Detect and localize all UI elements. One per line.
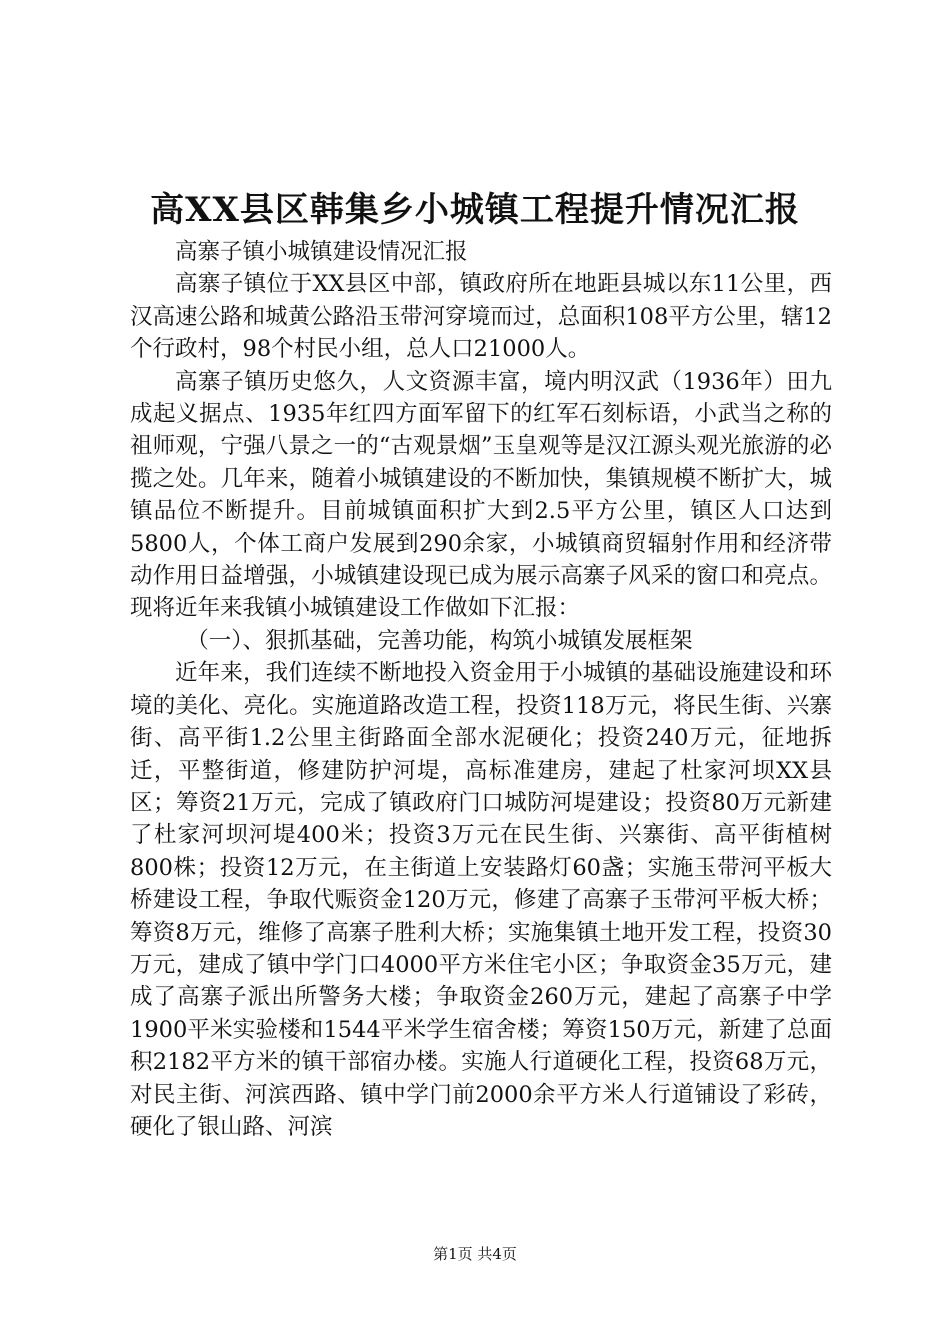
section-heading: （一）、狠抓基础，完善功能，构筑小城镇发展框架 [186,627,693,654]
page-number-footer: 第1页 共4页 [433,1245,517,1263]
paragraph-location: 高寨子镇位于XX县区中部，镇政府所在地距县城以东11公里，西汉高速公路和城黄公路沿玉带河穿境而过，总面积108平方公里，辖12个行政村，98个村民小组，总人口21000人。 [130,271,832,363]
paragraph-history: 高寨子镇历史悠久，人文资源丰富，境内明汉武（1936年）田九成起义据点、1935年红四方面军留下的红军石刻标语，小武当之称的祖师观，宁强八景之一的“古观景烟”玉皇观等是汉江源头观光旅游的必揽之处。几年来，随着小城镇建设的不断加快，集镇规模不断扩大，城镇品位不断提升。目前城镇面积扩大到2.5平方公里，镇区人口达到5800人，个体工商户发展到290余家，小城镇商贸辐射作用和经济带动作用日益增强，小城镇建设现已成为展示高寨子风采的窗口和亮点。现将近年来我镇小城镇建设工作做如下汇报： [130,368,832,622]
document-body [130,236,832,1143]
document-title: 高XX县区韩集乡小城镇工程提升情况汇报 [150,190,800,230]
paragraph-infrastructure: 近年来，我们连续不断地投入资金用于小城镇的基础设施建设和环境的美化、亮化。实施道路改造工程，投资118万元，将民生街、兴寨街、高平街1.2公里主街路面全部水泥硬化；投资240万元，征地拆迁，平整街道，修建防护河堤，高标准建房，建起了杜家河坝XX县区；筹资21万元，完成了镇政府门口城防河堤建设；投资80万元新建了杜家河坝河堤400米；投资3万元在民生街、兴寨街、高平街植树800株；投资12万元，在主街道上安装路灯60盏；实施玉带河平板大桥建设工程，争取代赈资金120万元，修建了高寨子玉带河平板大桥；筹资8万元，维修了高寨子胜利大桥；实施集镇土地开发工程，投资30万元，建成了镇中学门口4000平方米住宅小区；争取资金35万元，建成了高寨子派出所警务大楼；争取资金260万元，建起了高寨子中学1900平米实验楼和1544平米学生宿舍楼；筹资150万元，新建了总面积2182平方米的镇干部宿办楼。实施人行道硬化工程，投资68万元，对民主街、河滨西路、镇中学门前2000余平方米人行道铺设了彩砖，硬化了银山路、河滨 [130,660,832,1140]
document-subtitle: 高寨子镇小城镇建设情况汇报 [175,239,468,265]
